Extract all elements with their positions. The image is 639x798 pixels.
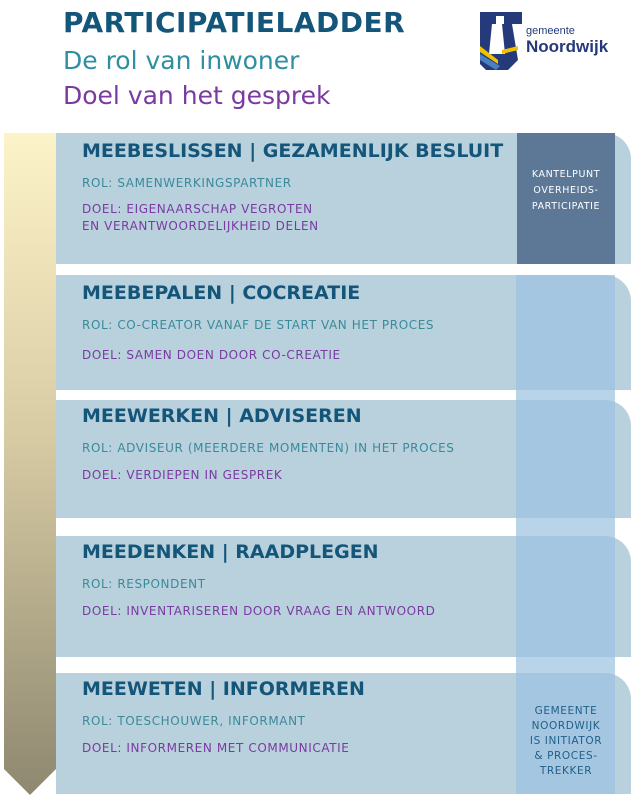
rung-role: ROL: SAMENWERKINGSPARTNER — [82, 176, 292, 190]
rung-title: MEEBESLISSEN | GEZAMENLIJK BESLUIT — [82, 140, 504, 162]
rung-title: MEEWETEN | INFORMEREN — [82, 678, 365, 700]
tipping-point-note — [517, 167, 615, 215]
rung-goal: DOEL: EIGENAARSCHAP VEGROTEN — [82, 202, 313, 216]
rung-role: ROL: TOESCHOUWER, INFORMANT — [82, 714, 306, 728]
rung-goal-continued: EN VERANTWOORDELIJKHEID DELEN — [82, 219, 319, 233]
page-title: PARTICIPATIELADDER — [63, 6, 406, 39]
rung-role: ROL: RESPONDENT — [82, 577, 206, 591]
note-line: TREKKER — [539, 765, 593, 777]
rung-title: MEEBEPALEN | COCREATIE — [82, 282, 361, 304]
subtitle-role: De rol van inwoner — [63, 46, 300, 75]
rung-title: MEEWERKEN | ADVISEREN — [82, 405, 362, 427]
note-line: KANTELPUNT — [531, 169, 601, 180]
note-line: GEMEENTE — [534, 705, 598, 717]
rung-goal: DOEL: VERDIEPEN IN GESPREK — [82, 468, 283, 482]
note-line: NOORDWIJK — [531, 720, 601, 732]
rung-title: MEEDENKEN | RAADPLEGEN — [82, 541, 379, 563]
rung-role: ROL: CO-CREATOR VANAF DE START VAN HET PROCES — [82, 318, 435, 332]
note-line: OVERHEIDS- — [533, 185, 599, 196]
rung-goal: DOEL: INFORMEREN MET COMMUNICATIE — [82, 741, 350, 755]
logo-small-text: gemeente — [526, 25, 575, 37]
rung-goal: DOEL: SAMEN DOEN DOOR CO-CREATIE — [82, 348, 341, 362]
rung-goal: DOEL: INVENTARISEREN DOOR VRAAG EN ANTWOORD — [82, 604, 436, 618]
note-line: IS INITIATOR — [529, 735, 603, 747]
lighthouse-icon — [478, 10, 526, 72]
note-line: & PROCES- — [534, 750, 598, 762]
note-line: PARTICIPATIE — [531, 201, 601, 212]
rung-role: ROL: ADVISEUR (MEERDERE MOMENTEN) IN HET PROCES — [82, 441, 455, 455]
gemeente-noordwijk-logo — [478, 10, 618, 72]
initiator-note — [517, 704, 615, 779]
subtitle-goal: Doel van het gesprek — [63, 81, 331, 110]
logo-big-text: Noordwijk — [526, 37, 609, 56]
ladder-arrow — [4, 133, 56, 797]
